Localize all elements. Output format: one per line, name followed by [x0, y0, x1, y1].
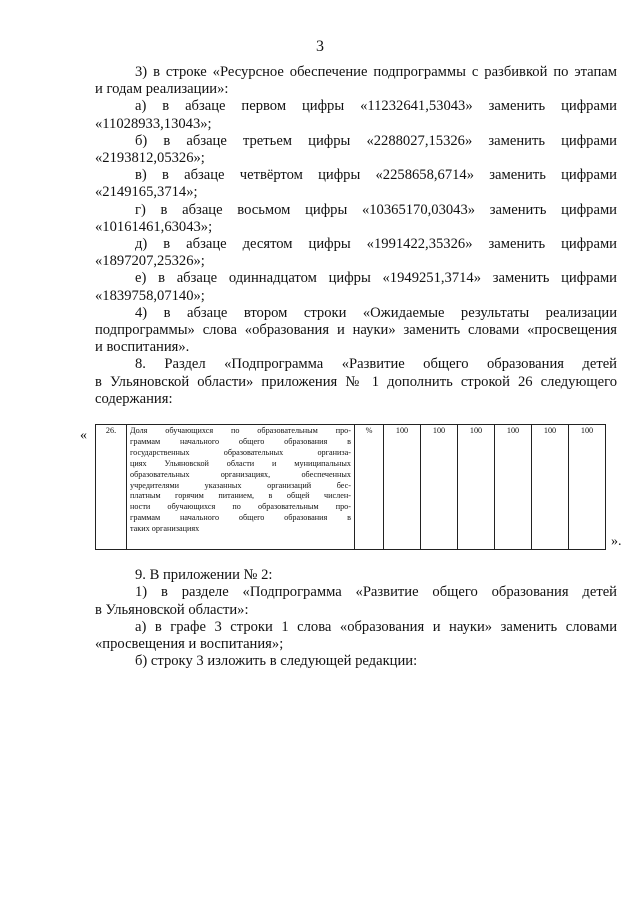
text-line: и воспитания».	[95, 339, 190, 356]
amendments-text-bottom	[95, 567, 617, 671]
text-line: «10161461,63043»;	[95, 218, 213, 235]
value-cell: 100	[421, 425, 458, 550]
page-number: 3	[316, 38, 324, 55]
description-line: Доля обучающихся по образовательным про-	[130, 426, 351, 435]
text-line: 1) в разделе «Подпрограмма «Развитие общего образования детей	[135, 584, 617, 601]
text-line: «2149165,3714»;	[95, 184, 198, 201]
text-line: «1897207,25326»;	[95, 253, 205, 270]
text-line: и годам реализации»:	[95, 81, 229, 98]
table-open-quote: «	[80, 428, 87, 443]
text-line: подпрограммы» слова «образования и науки» заменить словами «просвещения	[95, 322, 617, 339]
description-line: циях Ульяновской области и муниципальных	[130, 458, 351, 468]
text-line: «просвещения и воспитания»;	[95, 636, 284, 653]
row-number-cell: 26.	[96, 425, 127, 550]
text-line: е) в абзаце одиннадцатом цифры «1949251,3714» заменить цифрами	[135, 270, 617, 287]
value-cell: 100	[569, 425, 606, 550]
text-line: 8. Раздел «Подпрограмма «Развитие общего образования детей	[135, 356, 617, 373]
text-line: в Ульяновской области»:	[95, 601, 249, 618]
text-line: в Ульяновской области» приложения № 1 дополнить строкой 26 следующего	[95, 373, 617, 390]
text-line: в) в абзаце четвёртом цифры «2258658,6714» заменить цифрами	[135, 167, 617, 184]
description-line: ности обучающихся по образовательным про-	[130, 502, 351, 512]
text-line: д) в абзаце десятом цифры «1991422,35326» заменить цифрами	[135, 236, 617, 253]
indicator-table	[95, 424, 606, 550]
text-line: г) в абзаце восьмом цифры «10365170,03043» заменить цифрами	[135, 201, 617, 218]
unit-cell: %	[355, 425, 384, 550]
value-cell: 100	[532, 425, 569, 550]
text-line: 3) в строке «Ресурсное обеспечение подпрограммы с разбивкой по этапам	[135, 64, 617, 80]
table-close-quote: ».	[611, 534, 622, 549]
text-line: а) в абзаце первом цифры «11232641,53043» заменить цифрами	[135, 98, 617, 115]
text-line: «2193812,05326»;	[95, 150, 205, 167]
description-line: таких организациях	[130, 524, 200, 534]
text-line: 4) в абзаце втором строки «Ожидаемые результаты реализации	[135, 304, 617, 321]
amendments-text-top	[95, 64, 617, 408]
text-line: б) строку 3 изложить в следующей редакции:	[135, 653, 418, 670]
description-line: граммам начального общего образования в	[130, 436, 351, 446]
text-line: «1839758,07140»;	[95, 287, 205, 304]
value-cell: 100	[458, 425, 495, 550]
text-line: а) в графе 3 строки 1 слова «образования и науки» заменить словами	[135, 618, 617, 635]
text-line: содержания:	[95, 390, 173, 407]
text-line: «11028933,13043»;	[95, 115, 212, 132]
description-line: учредителями указанных организаций бес-	[130, 480, 351, 490]
value-cell: 100	[495, 425, 532, 550]
description-line: государственных образовательных организа-	[130, 447, 351, 457]
text-line: б) в абзаце третьем цифры «2288027,15326» заменить цифрами	[135, 132, 617, 149]
value-cell: 100	[384, 425, 421, 550]
indicator-table-block	[80, 424, 640, 552]
text-line: 9. В приложении № 2:	[135, 567, 273, 583]
indicator-description-cell	[127, 425, 355, 550]
description-line: платным горячим питанием, в общей числен-	[130, 491, 351, 501]
description-line: образовательных организациях, обеспеченных	[130, 469, 351, 479]
description-line: граммам начального общего образования в	[130, 513, 351, 523]
table-row	[96, 425, 606, 550]
